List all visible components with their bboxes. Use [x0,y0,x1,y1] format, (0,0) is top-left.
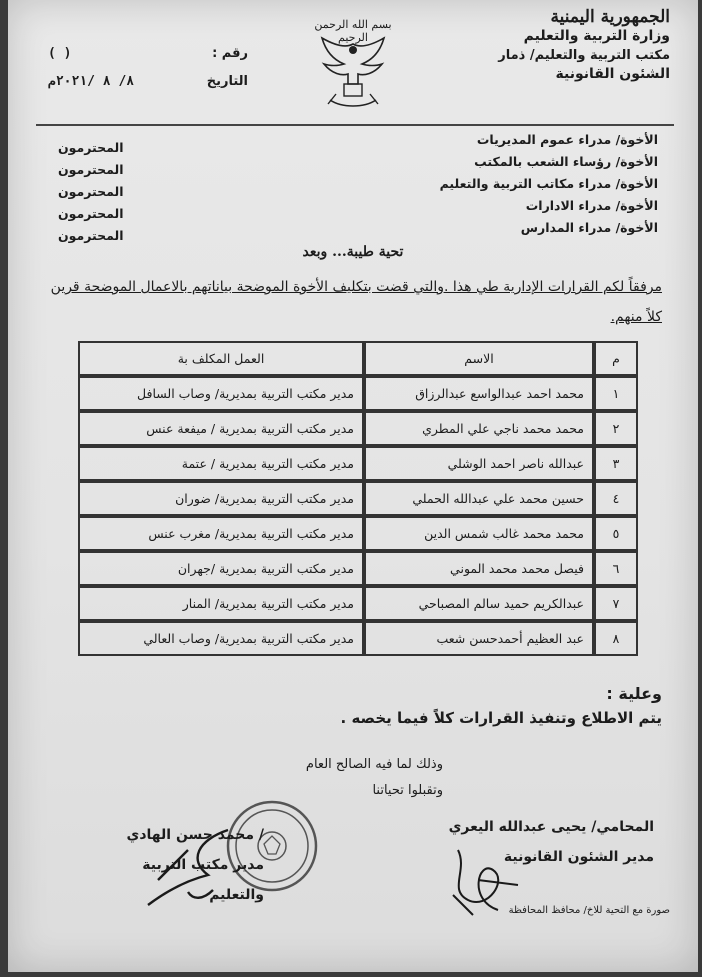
ministry-name: وزارة التربية والتعليم [523,28,670,44]
letterhead [498,8,670,84]
row-name: حسين محمد علي عبدالله الحملي [364,481,594,516]
recipient-honorific: المحترمون [58,162,124,177]
table-row [78,481,638,516]
reference-block [48,46,248,102]
regards-block [306,752,443,804]
eagle-emblem-icon [316,34,390,112]
bismillah: بسم الله الرحمن الرحيم [314,18,392,44]
recipient-line [58,196,658,221]
signer-name: / محمد حسن الهادي [126,827,264,843]
regards-line: وذلك لما فيه الصالح العام [305,757,443,772]
recipient-to: الأخوة/ مدراء الادارات [525,198,658,213]
table-row [78,621,638,656]
row-job: مدير مكتب التربية بمديرية/ ضوران [78,481,364,516]
handwritten-signature-icon [128,820,238,910]
row-job: مدير مكتب التربية بمديرية / عتمة [78,446,364,481]
table-row [78,411,638,446]
recipient-to: الأخوة/ رؤساء الشعب بالمكتب [474,154,658,169]
row-num: ٣ [594,446,638,481]
ref-value: ( ) [48,46,72,61]
row-job: مدير مكتب التربية بمديرية/ وصاب العالي [78,621,364,656]
signer-title: مدير مكتب التربية والتعليم [142,857,264,903]
header-name: الاسم [364,341,594,376]
recipient-honorific: المحترمون [58,140,124,155]
closing-block [341,684,662,727]
recipient-line [58,152,658,177]
recipient-to: الأخوة/ مدراء المدارس [520,220,658,235]
row-name: عبدالكريم حميد سالم المصباحي [364,586,594,621]
closing-heading: وعلية : [606,684,662,703]
row-num: ٨ [594,621,638,656]
row-num: ٥ [594,516,638,551]
row-name: محمد محمد غالب شمس الدين [364,516,594,551]
recipient-line [58,174,658,199]
header-divider [36,124,674,126]
recipient-line [58,130,658,155]
intro-paragraph: مرفقاً لكم القرارات الإدارية طي هذا .والتي قضت بتكليف الأخوة الموضحة بياناتهم بالاعمال الموضحة قرين كلاً منهم. [50,279,662,325]
ref-label: رقم : [212,46,248,61]
row-job: مدير مكتب التربية بمديرية/ مغرب عنس [78,516,364,551]
table-row [78,516,638,551]
row-num: ٧ [594,586,638,621]
letter-page [8,0,698,972]
table-row [78,586,638,621]
greeting: تحية طيبة... وبعد [302,244,404,260]
country-name: الجمهورية اليمنية [550,7,670,27]
row-num: ٦ [594,551,638,586]
office-name: مكتب التربية والتعليم/ ذمار [498,48,670,63]
table-row [78,376,638,411]
recipient-honorific: المحترمون [58,206,124,221]
table-row [78,446,638,481]
row-job: مدير مكتب التربية بمديرية / ميفعة عنس [78,411,364,446]
row-job: مدير مكتب التربية بمديرية/ المنار [78,586,364,621]
table-header-row [78,341,638,376]
row-name: محمد محمد ناجي علي المطري [364,411,594,446]
row-job: مدير مكتب التربية بمديرية /جهران [78,551,364,586]
signer-name: المحامي/ يحيى عبدالله اليعري [448,819,654,835]
row-num: ٤ [594,481,638,516]
signer-title: مدير الشئون القانونية [503,849,654,865]
closing-body: يتم الاطلاع وتنفيذ القرارات كلاً فيما يخصه . [340,709,662,727]
recipients-list [58,130,658,243]
copy-note: صورة مع التحية للاخ/ محافظ المحافظة [508,905,670,916]
table-row [78,551,638,586]
assignments-table [78,341,638,656]
row-job: مدير مكتب التربية بمديرية/ وصاب السافل [78,376,364,411]
row-name: فيصل محمد محمد الموني [364,551,594,586]
recipient-honorific: المحترمون [58,184,124,199]
row-num: ١ [594,376,638,411]
department-name: الشئون القانونية [555,66,670,82]
recipient-to: الأخوة/ مدراء مكاتب التربية والتعليم [439,176,658,191]
row-name: عبد العظيم أحمدحسن شعب [364,621,594,656]
header-num: م [594,341,638,376]
date-label: التاريخ [206,74,248,89]
row-num: ٢ [594,411,638,446]
recipient-line [58,218,658,243]
row-name: محمد احمد عبدالواسع عبدالرزاق [364,376,594,411]
date-value: ٨/ ٨ /٢٠٢١م [48,74,135,89]
row-name: عبدالله ناصر احمد الوشلي [364,446,594,481]
regards-line: وتقبلوا تحياتنا [372,783,443,798]
recipient-to: الأخوة/ مدراء عموم المديريات [476,132,658,147]
recipient-honorific: المحترمون [58,228,124,243]
header-job: العمل المكلف بة [78,341,364,376]
